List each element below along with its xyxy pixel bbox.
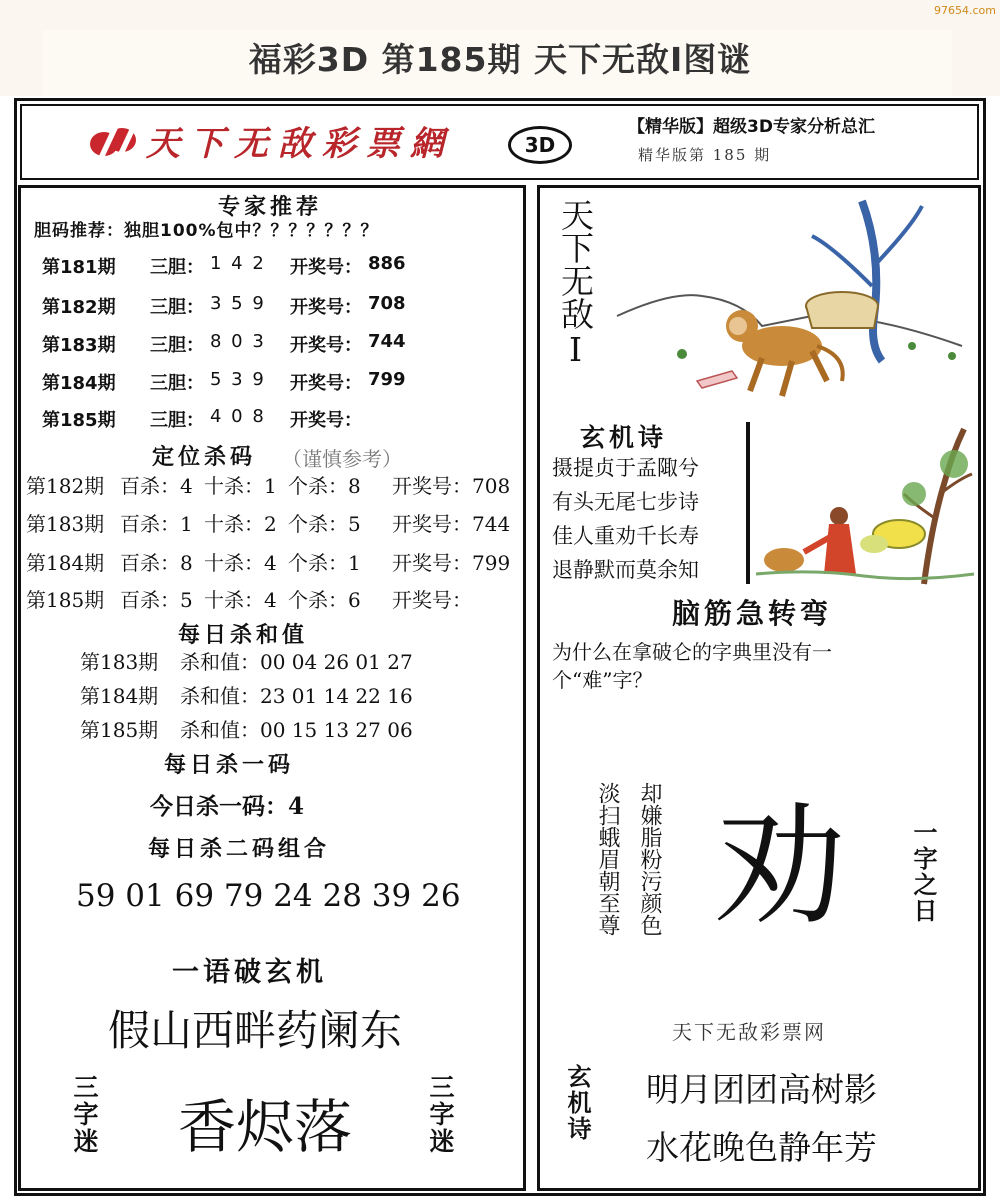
watermark: 97654.com <box>934 4 996 17</box>
three-riddle-text: 香烬落 <box>178 1093 353 1161</box>
sum-kill-values: 杀和值：00 15 13 27 06 <box>180 718 413 742</box>
hundreds-kill: 百杀：1 <box>120 512 193 536</box>
issue-label: 第183期 <box>80 650 159 674</box>
poem-line: 有头无尾七步诗 <box>552 490 699 514</box>
draw-number: 708 <box>368 293 406 314</box>
brain-teaser-title: 脑筋急转弯 <box>672 597 833 630</box>
draw-label: 开奖号： <box>290 373 362 394</box>
one-phrase-text: 假山西畔药阑东 <box>108 1006 403 1055</box>
bottom-poem-label: 玄机诗 <box>563 1064 591 1142</box>
three-banker-label: 三胆： <box>150 297 204 318</box>
three-riddle-label-left: 三字迷 <box>70 1074 99 1155</box>
issue-label: 第185期 <box>26 588 105 612</box>
sum-kill-row <box>80 714 480 740</box>
three-banker-numbers: 1 4 2 <box>210 253 266 274</box>
monkey-illustration-icon <box>612 196 972 406</box>
units-kill: 个杀：8 <box>288 474 361 498</box>
draw-label: 开奖号： <box>290 410 362 431</box>
three-banker-numbers: 3 5 9 <box>210 293 266 314</box>
issue-label: 第184期 <box>26 551 105 575</box>
page-title: 福彩3D 第185期 天下无敌Ⅰ图谜 <box>248 40 752 79</box>
sum-kill-values: 杀和值：00 04 26 01 27 <box>180 650 413 674</box>
expert-row <box>42 369 442 393</box>
issue-label: 第184期 <box>80 684 159 708</box>
issue-label: 第181期 <box>42 257 116 278</box>
3d-badge: 3D <box>508 126 572 164</box>
units-kill: 个杀：6 <box>288 588 361 612</box>
units-kill: 个杀：1 <box>288 551 361 575</box>
draw-number: 开奖号：744 <box>392 512 511 536</box>
edition-title: 【精华版】超级3D专家分析总汇 <box>628 117 875 137</box>
brain-teaser-line: 个“难”字？ <box>552 668 653 692</box>
banker-line: 胆码推荐：独胆100%包中？？？？？？？ <box>34 221 379 241</box>
bottom-poem-line: 水花晚色静年芳 <box>646 1128 877 1167</box>
issue-label: 第185期 <box>80 718 159 742</box>
tens-kill: 十杀：1 <box>204 474 277 498</box>
one-phrase-title: 一语破玄机 <box>172 957 327 988</box>
expert-title: 专家推荐 <box>218 195 323 220</box>
vertical-title: 天下无敌Ⅰ <box>556 198 595 369</box>
draw-number: 744 <box>368 331 406 352</box>
vertical-poem-col: 却嫌脂粉污颜色 <box>637 782 662 936</box>
poem-title: 玄机诗 <box>580 423 668 452</box>
draw-number: 886 <box>368 253 406 274</box>
sum-kill-values: 杀和值：23 01 14 22 16 <box>180 684 413 708</box>
brain-teaser-line: 为什么在拿破仑的字典里没有一 <box>552 640 832 664</box>
figure-illustration-icon <box>754 424 976 588</box>
three-banker-label: 三胆： <box>150 373 204 394</box>
issue-label: 第183期 <box>26 512 105 536</box>
poem-line: 佳人重劝千长寿 <box>552 524 699 548</box>
kill-row <box>26 547 516 573</box>
three-banker-label: 三胆： <box>150 257 204 278</box>
poem-line: 摄提贞于孟陬兮 <box>552 456 699 480</box>
lottery-logo-icon <box>88 124 144 160</box>
tens-kill: 十杀：4 <box>204 551 277 575</box>
kill-row <box>26 584 516 610</box>
three-banker-numbers: 8 0 3 <box>210 331 266 352</box>
sum-kill-row <box>80 646 480 672</box>
kill-row <box>26 470 516 496</box>
kill-row <box>26 508 516 534</box>
expert-row <box>42 331 442 355</box>
one-char-label: 一字之日 <box>909 820 937 924</box>
kill-one-text: 今日杀一码：4 <box>150 793 305 820</box>
tens-kill: 十杀：2 <box>204 512 277 536</box>
hundreds-kill: 百杀：8 <box>120 551 193 575</box>
three-riddle-label-right: 三字迷 <box>426 1074 455 1155</box>
three-banker-label: 三胆： <box>150 335 204 356</box>
hundreds-kill: 百杀：5 <box>120 588 193 612</box>
issue-label: 第185期 <box>42 410 116 431</box>
site-name: 天下无敌彩票网 <box>672 1020 826 1044</box>
kill-two-title: 每日杀二码组合 <box>148 837 331 862</box>
draw-label: 开奖号： <box>290 297 362 318</box>
three-banker-label: 三胆： <box>150 410 204 431</box>
bottom-poem-line: 明月团团高树影 <box>646 1070 877 1109</box>
draw-number: 开奖号：799 <box>392 551 511 575</box>
poem-divider <box>746 422 750 584</box>
position-kill-title: 定位杀码 <box>152 445 257 470</box>
three-banker-numbers: 4 0 8 <box>210 406 266 427</box>
kill-two-numbers: 59 01 69 79 24 28 39 26 <box>76 878 461 914</box>
expert-row <box>42 406 442 430</box>
kill-one-title: 每日杀一码 <box>164 753 295 778</box>
site-logo-text: 天下无敌彩票網 <box>146 124 454 164</box>
draw-label: 开奖号： <box>290 335 362 356</box>
poem-line: 退静默而莫余知 <box>552 558 699 582</box>
sum-kill-row <box>80 680 480 706</box>
issue-label: 第182期 <box>42 297 116 318</box>
issue-label: 第182期 <box>26 474 105 498</box>
one-char-riddle: 劝 <box>714 790 846 944</box>
draw-number: 799 <box>368 369 406 390</box>
expert-row <box>42 253 442 277</box>
draw-label: 开奖号： <box>290 257 362 278</box>
draw-number: 开奖号：708 <box>392 474 511 498</box>
issue-label: 第183期 <box>42 335 116 356</box>
tens-kill: 十杀：4 <box>204 588 277 612</box>
sum-kill-title: 每日杀和值 <box>178 623 309 648</box>
three-banker-numbers: 5 3 9 <box>210 369 266 390</box>
issue-label: 第184期 <box>42 373 116 394</box>
draw-number: 开奖号： <box>392 588 472 612</box>
hundreds-kill: 百杀：4 <box>120 474 193 498</box>
expert-row <box>42 293 442 317</box>
units-kill: 个杀：5 <box>288 512 361 536</box>
position-kill-note: （谨慎参考） <box>282 447 402 471</box>
edition-issue: 精华版第 185 期 <box>638 146 772 164</box>
vertical-poem-col: 淡扫蛾眉朝至尊 <box>595 782 620 936</box>
